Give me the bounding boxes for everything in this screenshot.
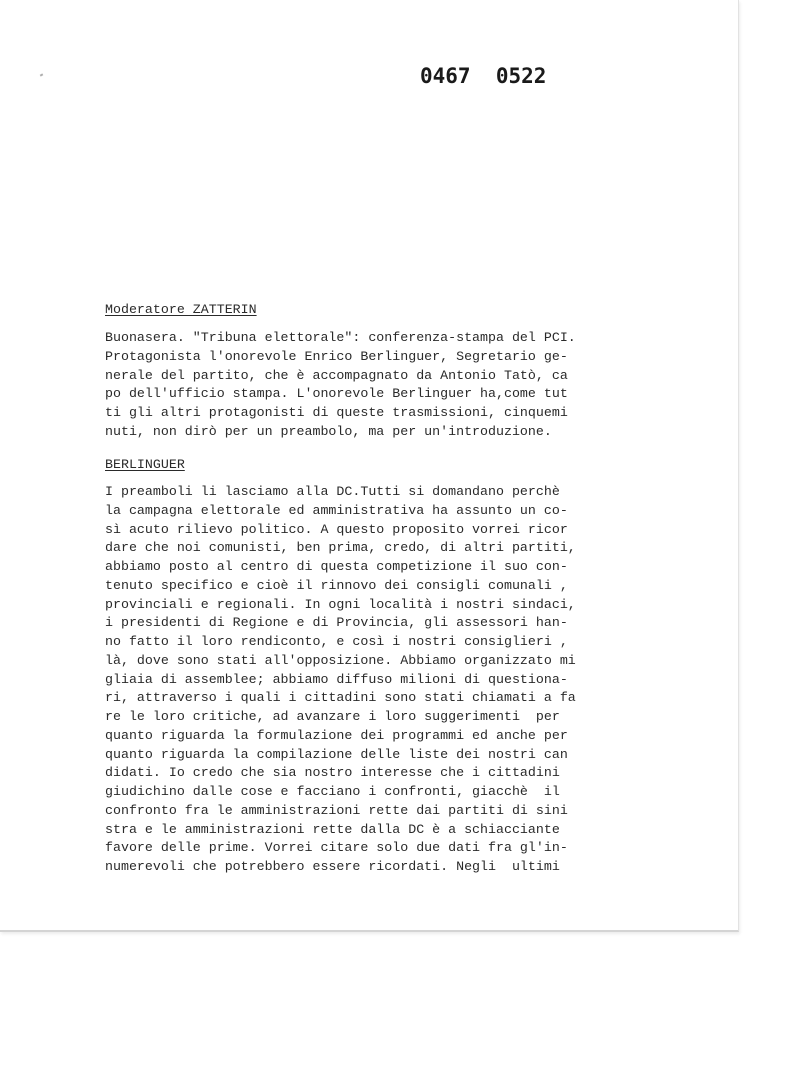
text-line: Protagonista l'onorevole Enrico Berlinguer, Segretario ge- [105, 348, 568, 364]
text-line: dare che noi comunisti, ben prima, credo, di altri partiti, [105, 540, 576, 556]
text-line: didati. Io credo che sia nostro interesse che i cittadini [105, 765, 560, 781]
text-line: ri, attraverso i quali i cittadini sono stati chiamati a fa [105, 690, 576, 706]
text-line: numerevoli che potrebbero essere ricordati. Negli ultimi [105, 859, 560, 874]
text-line: no fatto il loro rendiconto, e così i nostri consiglieri , [105, 634, 568, 649]
text-line: ti gli altri protagonisti di queste trasmissioni, cinquemi [105, 405, 568, 420]
text-line: giudichino dalle cose e facciano i confronti, giacchè il [105, 784, 560, 799]
text-line: sì acuto rilievo politico. A questo proposito vorrei ricor [105, 521, 568, 537]
text-line: provinciali e regionali. In ogni località i nostri sindaci, [105, 596, 576, 612]
paper-speck [40, 73, 44, 76]
text-line: tenuto specifico e cioè il rinnovo dei consigli comunali , [105, 577, 568, 593]
text-line: abbiamo posto al centro di questa competizione il suo con- [105, 559, 568, 574]
speaker-heading-berlinguer: BERLINGUER [105, 457, 185, 472]
text-line: quanto riguarda la formulazione dei programmi ed anche per [105, 727, 568, 743]
text-line: stra e le amministrazioni rette dalla DC è a schiacciante [105, 821, 560, 837]
text-line: i presidenti di Regione e di Provincia, gli assessori han- [105, 615, 568, 631]
text-line: nerale del partito, che è accompagnato da Antonio Tatò, ca [105, 367, 568, 383]
speaker-heading-moderatore: Moderatore ZATTERIN [105, 302, 257, 317]
document-number: 0467 0522 [420, 64, 547, 88]
text-line: Buonasera. "Tribuna elettorale": conferenza-stampa del PCI. [105, 330, 576, 345]
text-line: quanto riguarda la compilazione delle liste dei nostri can [105, 746, 568, 762]
moderatore-paragraph [105, 329, 576, 442]
text-line: nuti, non dirò per un preambolo, ma per un'introduzione. [105, 423, 552, 439]
text-line: là, dove sono stati all'opposizione. Abbiamo organizzato mi [105, 652, 576, 668]
text-line: gliaia di assemblee; abbiamo diffuso milioni di questiona- [105, 671, 568, 687]
text-line: la campagna elettorale ed amministrativa ha assunto un co- [105, 502, 568, 518]
text-line: confronto fra le amministrazioni rette dai partiti di sini [105, 802, 568, 818]
text-line: po dell'ufficio stampa. L'onorevole Berlinguer ha,come tut [105, 386, 568, 402]
text-line: I preamboli li lasciamo alla DC.Tutti si domandano perchè [105, 484, 560, 499]
text-line: re le loro critiche, ad avanzare i loro suggerimenti per [105, 709, 560, 724]
berlinguer-paragraph [105, 483, 576, 877]
text-line: favore delle prime. Vorrei citare solo due dati fra gl'in- [105, 840, 568, 856]
